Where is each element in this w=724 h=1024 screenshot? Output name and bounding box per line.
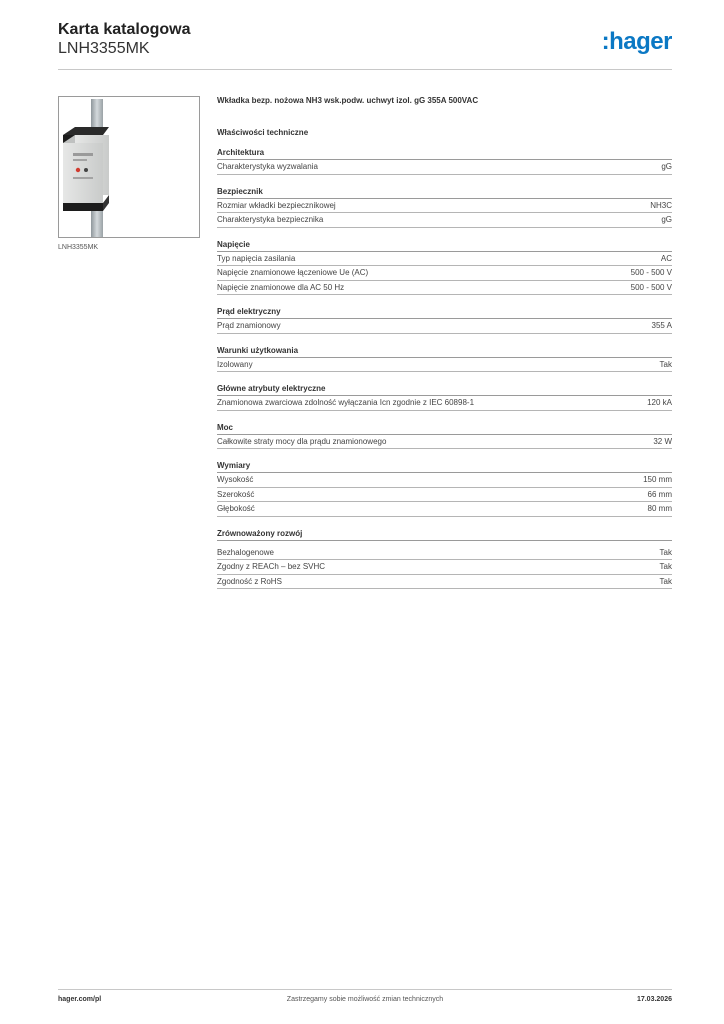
fuse-illustration-icon — [59, 97, 199, 237]
property-value: 66 mm — [647, 489, 672, 499]
footer-date: 17.03.2026 — [636, 996, 672, 1003]
property-row — [217, 358, 672, 373]
property-row — [217, 575, 672, 590]
footer-notice: Zastrzegamy sobie możliwość zmian technicznych — [286, 996, 444, 1003]
property-row — [217, 213, 672, 228]
group-title: Wymiary — [217, 459, 672, 473]
property-group — [217, 238, 672, 296]
property-label: Całkowite straty mocy dla prądu znamionowego — [217, 436, 387, 446]
product-description: Wkładka bezp. nożowa NH3 wsk.podw. uchwyt izol. gG 355A 500VAC — [217, 96, 479, 105]
group-title: Moc — [217, 421, 672, 435]
property-value: Tak — [659, 576, 672, 586]
image-caption: LNH3355MK — [58, 244, 99, 251]
property-label: Zgodność z RoHS — [217, 576, 282, 586]
property-group — [217, 305, 672, 334]
property-value: AC — [660, 253, 672, 263]
property-row — [217, 266, 672, 281]
group-title: Zrównoważony rozwój — [217, 527, 672, 541]
property-label: Głębokość — [217, 504, 255, 513]
group-title: Napięcie — [217, 238, 672, 252]
property-label: Charakterystyka bezpiecznika — [217, 215, 324, 224]
section-heading: Właściwości techniczne — [217, 128, 309, 137]
product-code: LNH3355MK — [58, 40, 150, 57]
property-group — [217, 382, 672, 411]
property-label: Izolowany — [217, 359, 253, 369]
property-row — [217, 396, 672, 411]
property-row — [217, 199, 672, 214]
property-value: Tak — [659, 547, 672, 557]
property-label: Charakterystyka wyzwalania — [217, 162, 318, 171]
page-header — [58, 20, 672, 70]
group-title: Bezpiecznik — [217, 185, 672, 199]
footer-website-link[interactable]: hager.com/pl — [58, 996, 102, 1003]
property-row — [217, 435, 672, 450]
property-group — [217, 146, 672, 175]
property-row — [217, 160, 672, 175]
property-row — [217, 473, 672, 488]
property-label: Wysokość — [217, 475, 254, 484]
property-label: Zgodny z REACh – bez SVHC — [217, 562, 326, 571]
property-value: gG — [661, 215, 672, 224]
header-divider — [58, 69, 672, 70]
property-value: 120 kA — [647, 398, 672, 407]
property-value: 355 A — [651, 321, 672, 330]
property-label: Typ napięcia zasilania — [217, 253, 296, 263]
property-group — [217, 459, 672, 517]
property-group — [217, 344, 672, 373]
property-label: Napięcie znamionowe łączeniowe Ue (AC) — [217, 268, 369, 277]
property-value: gG — [661, 162, 672, 171]
group-title: Główne atrybuty elektryczne — [217, 382, 672, 396]
group-title: Prąd elektryczny — [217, 305, 672, 319]
property-label: Napięcie znamionowe dla AC 50 Hz — [217, 282, 345, 292]
property-row — [217, 488, 672, 503]
property-group — [217, 421, 672, 450]
property-label: Znamionowa zwarciowa zdolność wyłączania Icn zgodnie z IEC 60898-1 — [217, 398, 475, 407]
property-value: 500 - 500 V — [630, 282, 672, 292]
property-group — [217, 185, 672, 228]
property-value: NH3C — [650, 200, 672, 210]
property-row — [217, 281, 672, 296]
technical-details — [217, 96, 672, 589]
group-title: Warunki użytkowania — [217, 344, 672, 358]
property-value: 500 - 500 V — [630, 268, 672, 277]
footer-divider — [58, 989, 672, 990]
property-value: 150 mm — [643, 475, 672, 484]
property-group — [217, 527, 672, 590]
property-row — [217, 560, 672, 575]
property-value: 32 W — [653, 436, 672, 446]
property-row — [217, 319, 672, 334]
property-row — [217, 546, 672, 561]
property-value: Tak — [659, 562, 672, 571]
property-groups — [217, 146, 672, 589]
property-label: Rozmiar wkładki bezpiecznikowej — [217, 200, 336, 210]
product-image — [58, 96, 200, 238]
hager-logo-text: :hager — [601, 29, 672, 55]
property-row — [217, 502, 672, 517]
property-label: Szerokość — [217, 489, 255, 499]
property-value: Tak — [659, 359, 672, 369]
hager-logo — [588, 29, 672, 55]
property-label: Prąd znamionowy — [217, 321, 281, 330]
group-title: Architektura — [217, 146, 672, 160]
document-title: Karta katalogowa — [58, 21, 191, 38]
property-row — [217, 252, 672, 267]
property-label: Bezhalogenowe — [217, 547, 274, 557]
property-value: 80 mm — [647, 504, 672, 513]
